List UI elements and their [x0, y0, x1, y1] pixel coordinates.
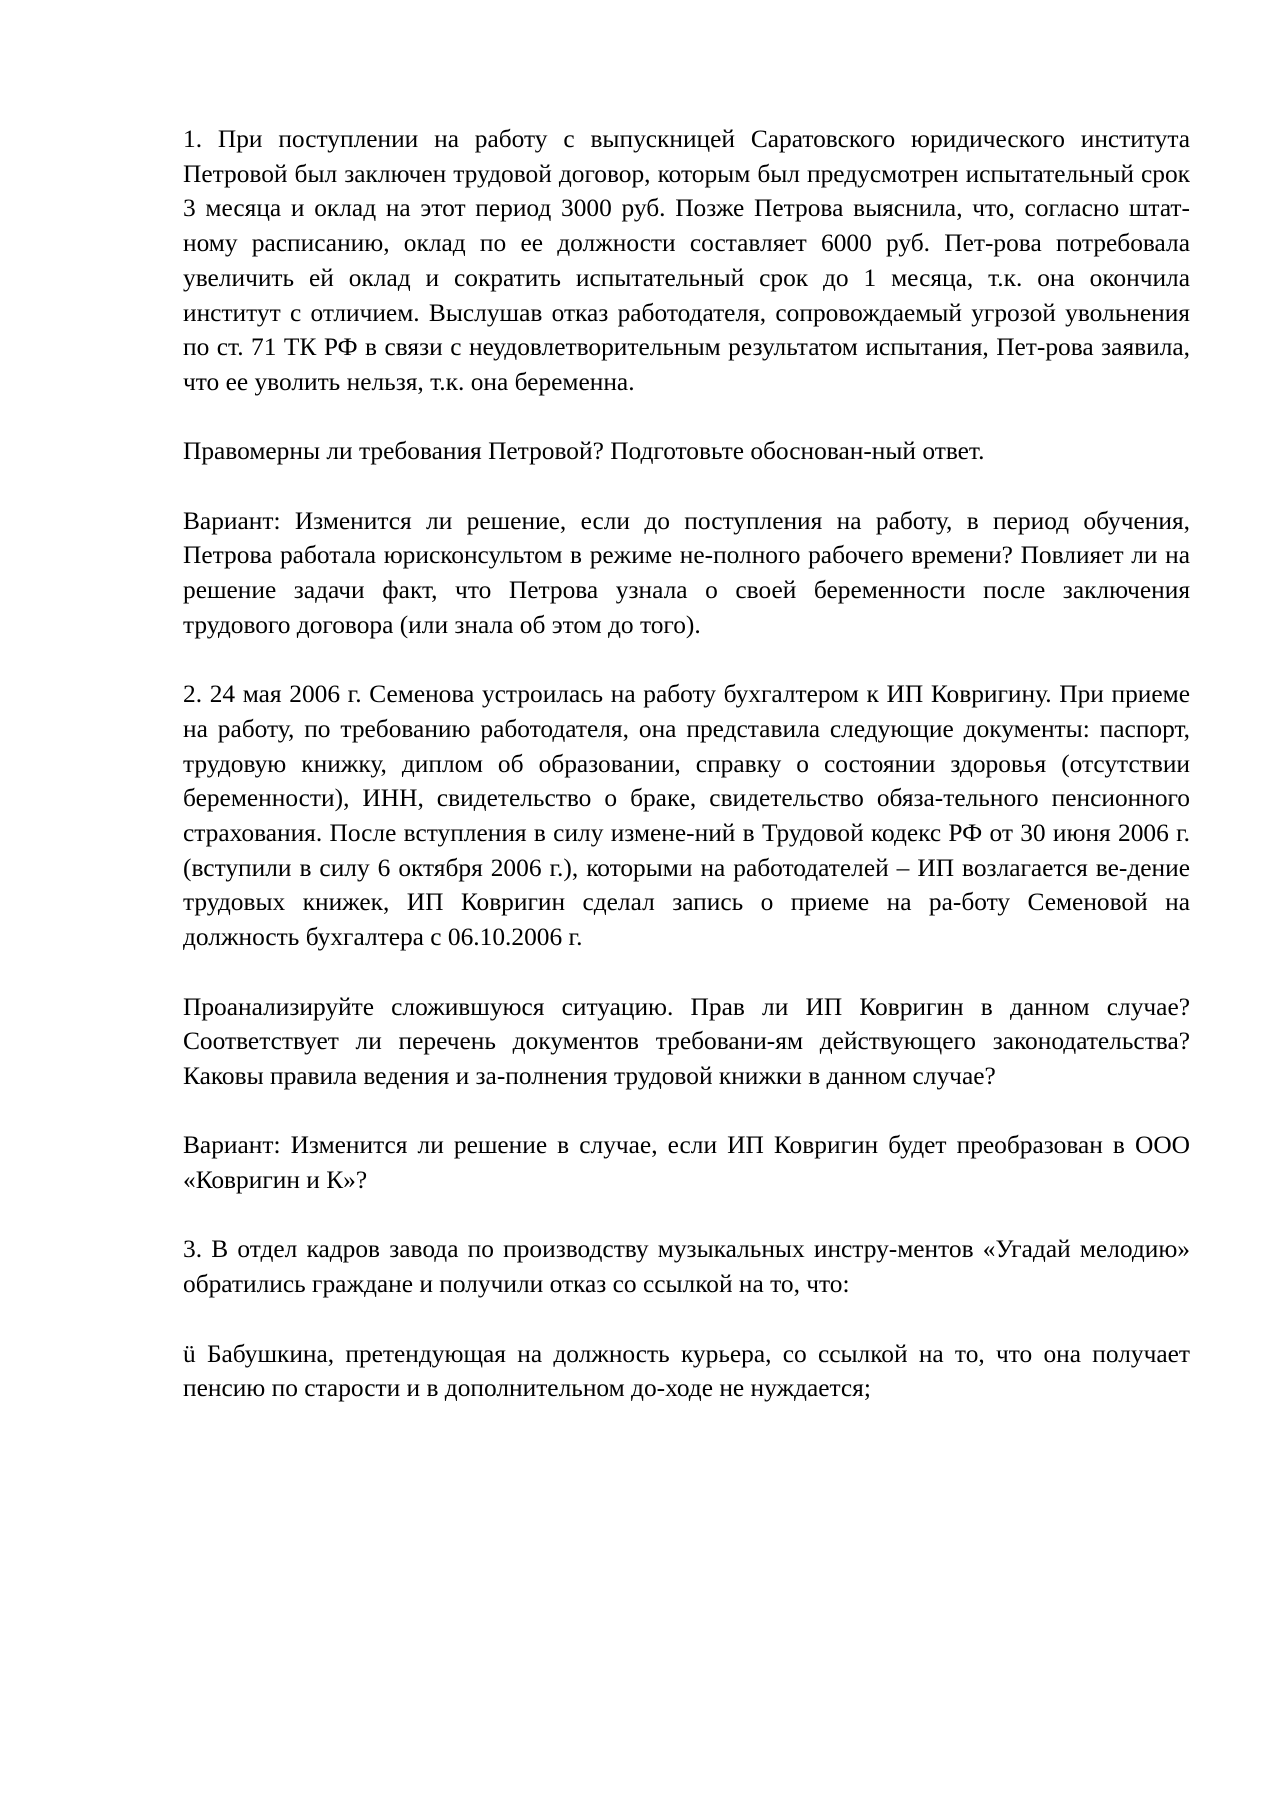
case-2-paragraph: 2. 24 мая 2006 г. Семенова устроилась на работу бухгалтером к ИП Ковригину. При приеме на работу, по требованию работодателя, она представила следующие документы: паспорт, трудовую книжку, диплом об образовании, справку о состоянии здоровья (отсутствии беременности), ИНН, свидетельство о браке, свидетельство обяза-тельного пенсионного страхования. После вступления в силу измене-ний в Трудовой кодекс РФ от 30 июня 2006 г. (вступили в силу 6 октября 2006 г.), которыми на работодателей – ИП возлагается ве-дение трудовых книжек, ИП Ковригин сделал запись о приеме на ра-боту Семеновой на должность бухгалтера с 06.10.2006 г.	[183, 680, 1190, 952]
case-2-question: Проанализируйте сложившуюся ситуацию. Прав ли ИП Ковригин в данном случае? Соответствует ли перечень документов требовани-ям действующего законодательства? Каковы правила ведения и за-полнения трудовой книжки в данном случае?	[183, 992, 1190, 1090]
case-3-bullet-item: ü Бабушкина, претендующая на должность курьера, со ссылкой на то, что она получает пенсию по старости и в дополнительном до-ходе не нуждается;	[183, 1339, 1190, 1403]
case-3-paragraph: 3. В отдел кадров завода по производству музыкальных инстру-ментов «Угадай мелодию» обратились граждане и получили отказ со ссылкой на то, что:	[183, 1235, 1190, 1299]
case-1-question: Правомерны ли требования Петровой? Подготовьте обоснован-ный ответ.	[183, 437, 985, 466]
case-1-variant: Вариант: Изменится ли решение, если до поступления на работу, в период обучения, Петрова работала юрисконсультом в режиме не-полного рабочего времени? Повлияет ли на решение задачи факт, что Петрова узнала о своей беременности после заключения трудового договора (или знала об этом до того).	[183, 506, 1190, 639]
document-page	[183, 122, 1190, 1406]
case-2-variant: Вариант: Изменится ли решение в случае, если ИП Ковригин будет преобразован в ООО «Ковригин и К»?	[183, 1131, 1190, 1195]
case-1-paragraph: 1. При поступлении на работу с выпускницей Саратовского юридического института Петровой был заключен трудовой договор, которым был предусмотрен испытательный срок 3 месяца и оклад на этот период 3000 руб. Позже Петрова выяснила, что, согласно штат-ному расписанию, оклад по ее должности составляет 6000 руб. Пет-рова потребовала увеличить ей оклад и сократить испытательный срок до 1 месяца, т.к. она окончила институт с отличием. Выслушав отказ работодателя, сопровождаемый угрозой увольнения по ст. 71 ТК РФ в связи с неудовлетворительным результатом испытания, Пет-рова заявила, что ее уволить нельзя, т.к. она беременна.	[183, 125, 1190, 396]
